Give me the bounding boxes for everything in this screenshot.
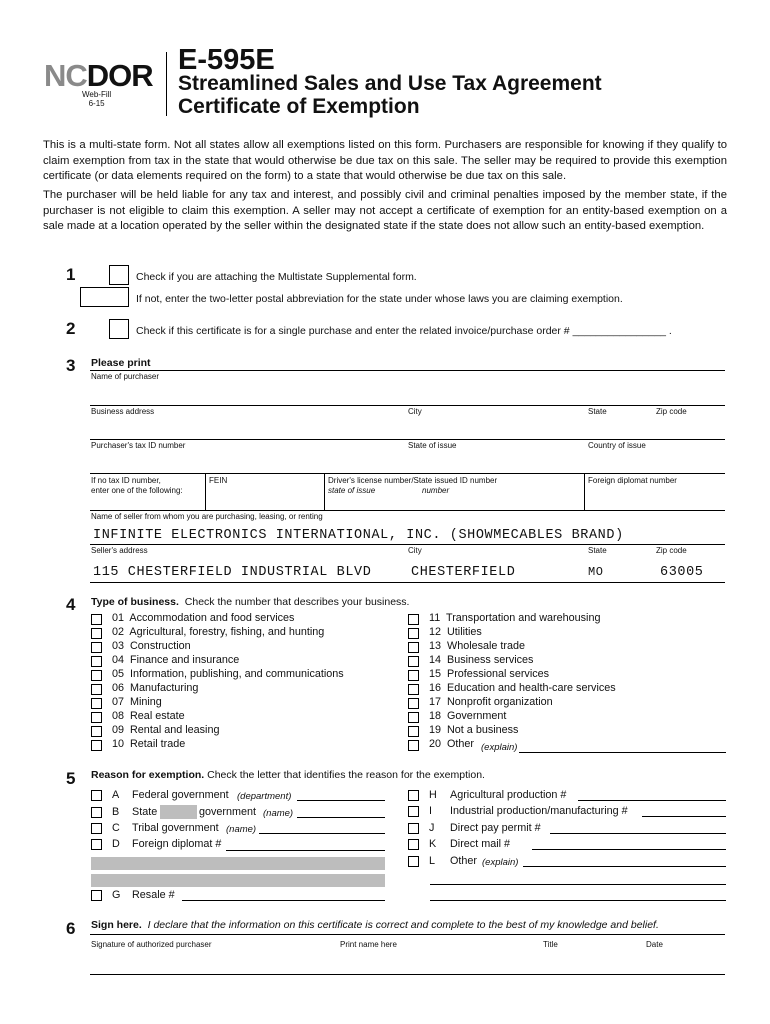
form-title xyxy=(178,73,648,118)
reason-k-label: Direct mail # xyxy=(450,838,510,850)
business-type-subtext: Check the number that describes your business. xyxy=(184,596,410,608)
signature-field[interactable] xyxy=(90,974,725,975)
single-purchase-label: Check if this certificate is for a single purchase and enter the related invoice/purchase order # ________________ . xyxy=(136,325,672,337)
left-label-9: 09 Rental and leasing xyxy=(112,724,220,736)
left-checkbox-4[interactable] xyxy=(91,656,102,667)
reason-b-field[interactable] xyxy=(297,817,385,818)
right-checkbox-1[interactable] xyxy=(408,614,419,625)
reason-j-letter: J xyxy=(429,822,435,834)
reason-e-disabled-bar xyxy=(91,857,385,870)
right-checkbox-7[interactable] xyxy=(408,698,419,709)
reason-h-letter: H xyxy=(429,789,437,801)
reason-c-checkbox[interactable] xyxy=(91,823,102,834)
reason-i-letter: I xyxy=(429,805,432,817)
section-4-number: 4 xyxy=(66,595,76,614)
exemption-reason-subtext: Check the letter that identifies the reason for the exemption. xyxy=(207,769,485,781)
right-label-8: 18 Government xyxy=(429,710,507,722)
state-abbreviation-input[interactable] xyxy=(80,287,129,307)
reason-c-field[interactable] xyxy=(259,833,385,834)
heading-rule xyxy=(90,370,725,371)
reason-j-checkbox[interactable] xyxy=(408,823,419,834)
reason-b-state-field[interactable] xyxy=(160,805,197,819)
section-3-number: 3 xyxy=(66,356,76,375)
reason-i-field[interactable] xyxy=(642,816,726,817)
exemption-reason-title: Reason for exemption. xyxy=(91,769,205,781)
declaration-text: I declare that the information on this certificate is correct and complete to the best of my knowledge and belief. xyxy=(147,919,659,931)
right-label-1: 11 Transportation and warehousing xyxy=(429,612,601,624)
reason-a-letter: A xyxy=(112,789,120,801)
reason-l-field-3[interactable] xyxy=(430,900,726,901)
intro-paragraph-1: This is a multi-state form. Not all states allow all exemptions listed on this form. Purchasers are responsible for knowing if they qualify to claim exemption from tax in the state that would otherwise be due tax on this sale. The seller may be required to provide this exemption certificate (or data elements required on the form) to a state that would otherwise be due tax on this sale. xyxy=(43,139,727,182)
other-explain-hint: (explain) xyxy=(481,742,518,753)
reason-j-label: Direct pay permit # xyxy=(450,822,541,834)
right-label-6: 16 Education and health-care services xyxy=(429,682,616,694)
reason-k-letter: K xyxy=(429,838,437,850)
sign-heading-rule xyxy=(90,934,725,935)
right-checkbox-4[interactable] xyxy=(408,656,419,667)
right-label-7: 17 Nonprofit organization xyxy=(429,696,553,708)
header-divider xyxy=(166,52,167,116)
tax-id-field[interactable] xyxy=(90,473,725,474)
right-label-5: 15 Professional services xyxy=(429,668,550,680)
other-business-explain-field[interactable] xyxy=(519,752,726,753)
form-number: E-595E xyxy=(178,44,275,76)
multistate-supplemental-checkbox[interactable] xyxy=(109,265,129,285)
id-numbers-field[interactable] xyxy=(90,510,725,511)
intro-paragraph-2: The purchaser will be held liable for any tax and interest, and possibly civil and criminal penalties imposed by the member state, if the purchaser is not eligible to claim this exemption. A seller may not accept a certificate of exemption for an entity-based exemption on a sale made at a location operated by the seller within the designated state if the state does not allow such an entity-based exemption. xyxy=(43,189,727,232)
reason-b-label-gov: government xyxy=(199,806,257,818)
reason-l-letter: L xyxy=(429,855,436,867)
exemption-reason-heading xyxy=(91,769,485,782)
business-address-label: Business address xyxy=(91,407,155,416)
left-label-1: 01 Accommodation and food services xyxy=(112,612,295,624)
left-label-7: 07 Mining xyxy=(112,696,162,708)
reason-a-checkbox[interactable] xyxy=(91,790,102,801)
section-1-number: 1 xyxy=(66,265,76,284)
reason-h-label: Agricultural production # xyxy=(450,789,567,801)
reason-c-letter: C xyxy=(112,822,120,834)
reason-l-field[interactable] xyxy=(523,866,726,867)
right-checkbox-6[interactable] xyxy=(408,684,419,695)
city-label: City xyxy=(408,407,422,416)
dl-number-label: number xyxy=(422,486,450,495)
reason-b-checkbox[interactable] xyxy=(91,807,102,818)
reason-i-label: Industrial production/manufacturing # xyxy=(450,805,628,817)
web-fill-label: Web-Fill xyxy=(82,90,112,99)
seller-city-label: City xyxy=(408,546,422,555)
business-address-field[interactable] xyxy=(90,439,725,440)
seller-address-value[interactable]: 115 CHESTERFIELD INDUSTRIAL BLVD xyxy=(93,565,372,580)
tax-id-label: Purchaser's tax ID number xyxy=(91,441,186,450)
reason-a-hint: (department) xyxy=(237,791,292,802)
logo-nc-text: NC xyxy=(44,58,87,93)
state-label: State xyxy=(588,407,607,416)
sign-here-heading xyxy=(91,919,659,932)
title-line-1: Streamlined Sales and Use Tax Agreement xyxy=(178,72,602,95)
right-checkbox-10[interactable] xyxy=(408,740,419,751)
reason-l-hint: (explain) xyxy=(482,857,519,868)
title-line-2: Certificate of Exemption xyxy=(178,94,420,118)
right-checkbox-9[interactable] xyxy=(408,726,419,737)
reason-b-letter: B xyxy=(112,806,120,818)
right-checkbox-5[interactable] xyxy=(408,670,419,681)
seller-state-label: State xyxy=(588,546,607,555)
left-label-5: 05 Information, publishing, and communications xyxy=(112,668,344,680)
multistate-check-label: Check if you are attaching the Multistate Supplemental form. xyxy=(136,271,417,283)
zip-label: Zip code xyxy=(656,407,687,416)
seller-name-value[interactable]: INFINITE ELECTRONICS INTERNATIONAL, INC. (SHOWMECABLES BRAND) xyxy=(93,528,624,543)
section-2-number: 2 xyxy=(66,319,76,338)
purchaser-name-field[interactable] xyxy=(90,405,725,406)
right-label-3: 13 Wholesale trade xyxy=(429,640,526,652)
dl-state-of-issue-label: state of issue xyxy=(328,486,376,495)
reason-j-field[interactable] xyxy=(550,833,726,834)
reason-l-checkbox[interactable] xyxy=(408,856,419,867)
no-tax-id-label-2: enter one of the following: xyxy=(91,486,183,495)
left-label-8: 08 Real estate xyxy=(112,710,185,722)
left-label-4: 04 Finance and insurance xyxy=(112,654,240,666)
fein-label: FEIN xyxy=(209,476,228,485)
reason-d-field[interactable] xyxy=(226,850,385,851)
print-name-label: Print name here xyxy=(340,940,397,949)
seller-city-value[interactable]: CHESTERFIELD xyxy=(411,565,516,580)
id-divider-3 xyxy=(584,474,585,510)
reason-c-hint: (name) xyxy=(226,824,257,835)
reason-d-checkbox[interactable] xyxy=(91,839,102,850)
reason-a-field[interactable] xyxy=(297,800,385,801)
business-type-heading xyxy=(91,596,409,609)
date-label: Date xyxy=(646,940,663,949)
reason-g-field[interactable] xyxy=(182,900,385,901)
id-divider-2 xyxy=(324,474,325,510)
single-purchase-checkbox[interactable] xyxy=(109,319,129,339)
please-print-heading: Please print xyxy=(91,357,151,369)
reason-k-checkbox[interactable] xyxy=(408,839,419,850)
reason-h-field[interactable] xyxy=(578,800,726,801)
left-label-2: 02 Agricultural, forestry, fishing, and hunting xyxy=(112,626,325,638)
seller-zip-value[interactable]: 63005 xyxy=(660,565,704,580)
seller-address-label: Seller's address xyxy=(91,546,148,555)
reason-c-label: Tribal government xyxy=(132,822,219,834)
state-of-issue-label: State of issue xyxy=(408,441,457,450)
title-label: Title xyxy=(543,940,558,949)
right-label-9: 19 Not a business xyxy=(429,724,519,736)
seller-state-value[interactable]: MO xyxy=(588,565,604,579)
left-checkbox-8[interactable] xyxy=(91,712,102,723)
seller-name-label: Name of seller from whom you are purchasing, leasing, or renting xyxy=(91,512,323,521)
signature-label: Signature of authorized purchaser xyxy=(91,940,212,949)
reason-i-checkbox[interactable] xyxy=(408,806,419,817)
no-tax-id-label-1: If no tax ID number, xyxy=(91,476,161,485)
left-label-10: 10 Retail trade xyxy=(112,738,186,750)
reason-d-letter: D xyxy=(112,838,120,850)
reason-k-field[interactable] xyxy=(532,849,726,850)
reason-l-label: Other xyxy=(450,855,478,867)
reason-g-label: Resale # xyxy=(132,889,175,901)
foreign-diplomat-label: Foreign diplomat number xyxy=(588,476,677,485)
right-label-4: 14 Business services xyxy=(429,654,534,666)
reason-g-checkbox[interactable] xyxy=(91,890,102,901)
state-abbreviation-label: If not, enter the two-letter postal abbreviation for the state under whose laws you are claiming exemption. xyxy=(136,293,623,305)
logo-subtitle xyxy=(82,90,111,108)
reason-b-label-state: State xyxy=(132,806,158,818)
purchaser-name-label: Name of purchaser xyxy=(91,372,160,381)
left-checkbox-2[interactable] xyxy=(91,628,102,639)
reason-d-label: Foreign diplomat # xyxy=(132,838,222,850)
right-label-10: 20 Other xyxy=(429,738,475,750)
reason-a-label: Federal government xyxy=(132,789,229,801)
right-label-2: 12 Utilities xyxy=(429,626,482,638)
right-checkbox-8[interactable] xyxy=(408,712,419,723)
country-of-issue-label: Country of issue xyxy=(588,441,646,450)
left-checkbox-3[interactable] xyxy=(91,642,102,653)
revision-date: 6-15 xyxy=(88,99,105,109)
left-label-3: 03 Construction xyxy=(112,640,191,652)
sign-here-title: Sign here. xyxy=(91,919,142,931)
logo-dor-text: DOR xyxy=(86,58,153,93)
left-checkbox-7[interactable] xyxy=(91,698,102,709)
reason-h-checkbox[interactable] xyxy=(408,790,419,801)
id-divider-1 xyxy=(205,474,206,510)
left-checkbox-9[interactable] xyxy=(91,726,102,737)
ncdor-logo xyxy=(44,60,153,91)
business-type-title: Type of business. xyxy=(91,596,179,608)
left-checkbox-1[interactable] xyxy=(91,614,102,625)
section-5-number: 5 xyxy=(66,769,76,788)
left-checkbox-5[interactable] xyxy=(91,670,102,681)
seller-zip-label: Zip code xyxy=(656,546,687,555)
left-checkbox-10[interactable] xyxy=(91,740,102,751)
left-label-6: 06 Manufacturing xyxy=(112,682,199,694)
drivers-license-label: Driver's license number/State issued ID number xyxy=(328,476,498,485)
right-checkbox-2[interactable] xyxy=(408,628,419,639)
reason-b-hint: (name) xyxy=(263,808,294,819)
reason-g-letter: G xyxy=(112,889,121,901)
reason-l-field-2[interactable] xyxy=(430,884,726,885)
section-6-number: 6 xyxy=(66,919,76,938)
right-checkbox-3[interactable] xyxy=(408,642,419,653)
reason-f-disabled-bar xyxy=(91,874,385,887)
seller-address-rule xyxy=(90,582,725,583)
seller-name-rule xyxy=(90,544,725,545)
left-checkbox-6[interactable] xyxy=(91,684,102,695)
